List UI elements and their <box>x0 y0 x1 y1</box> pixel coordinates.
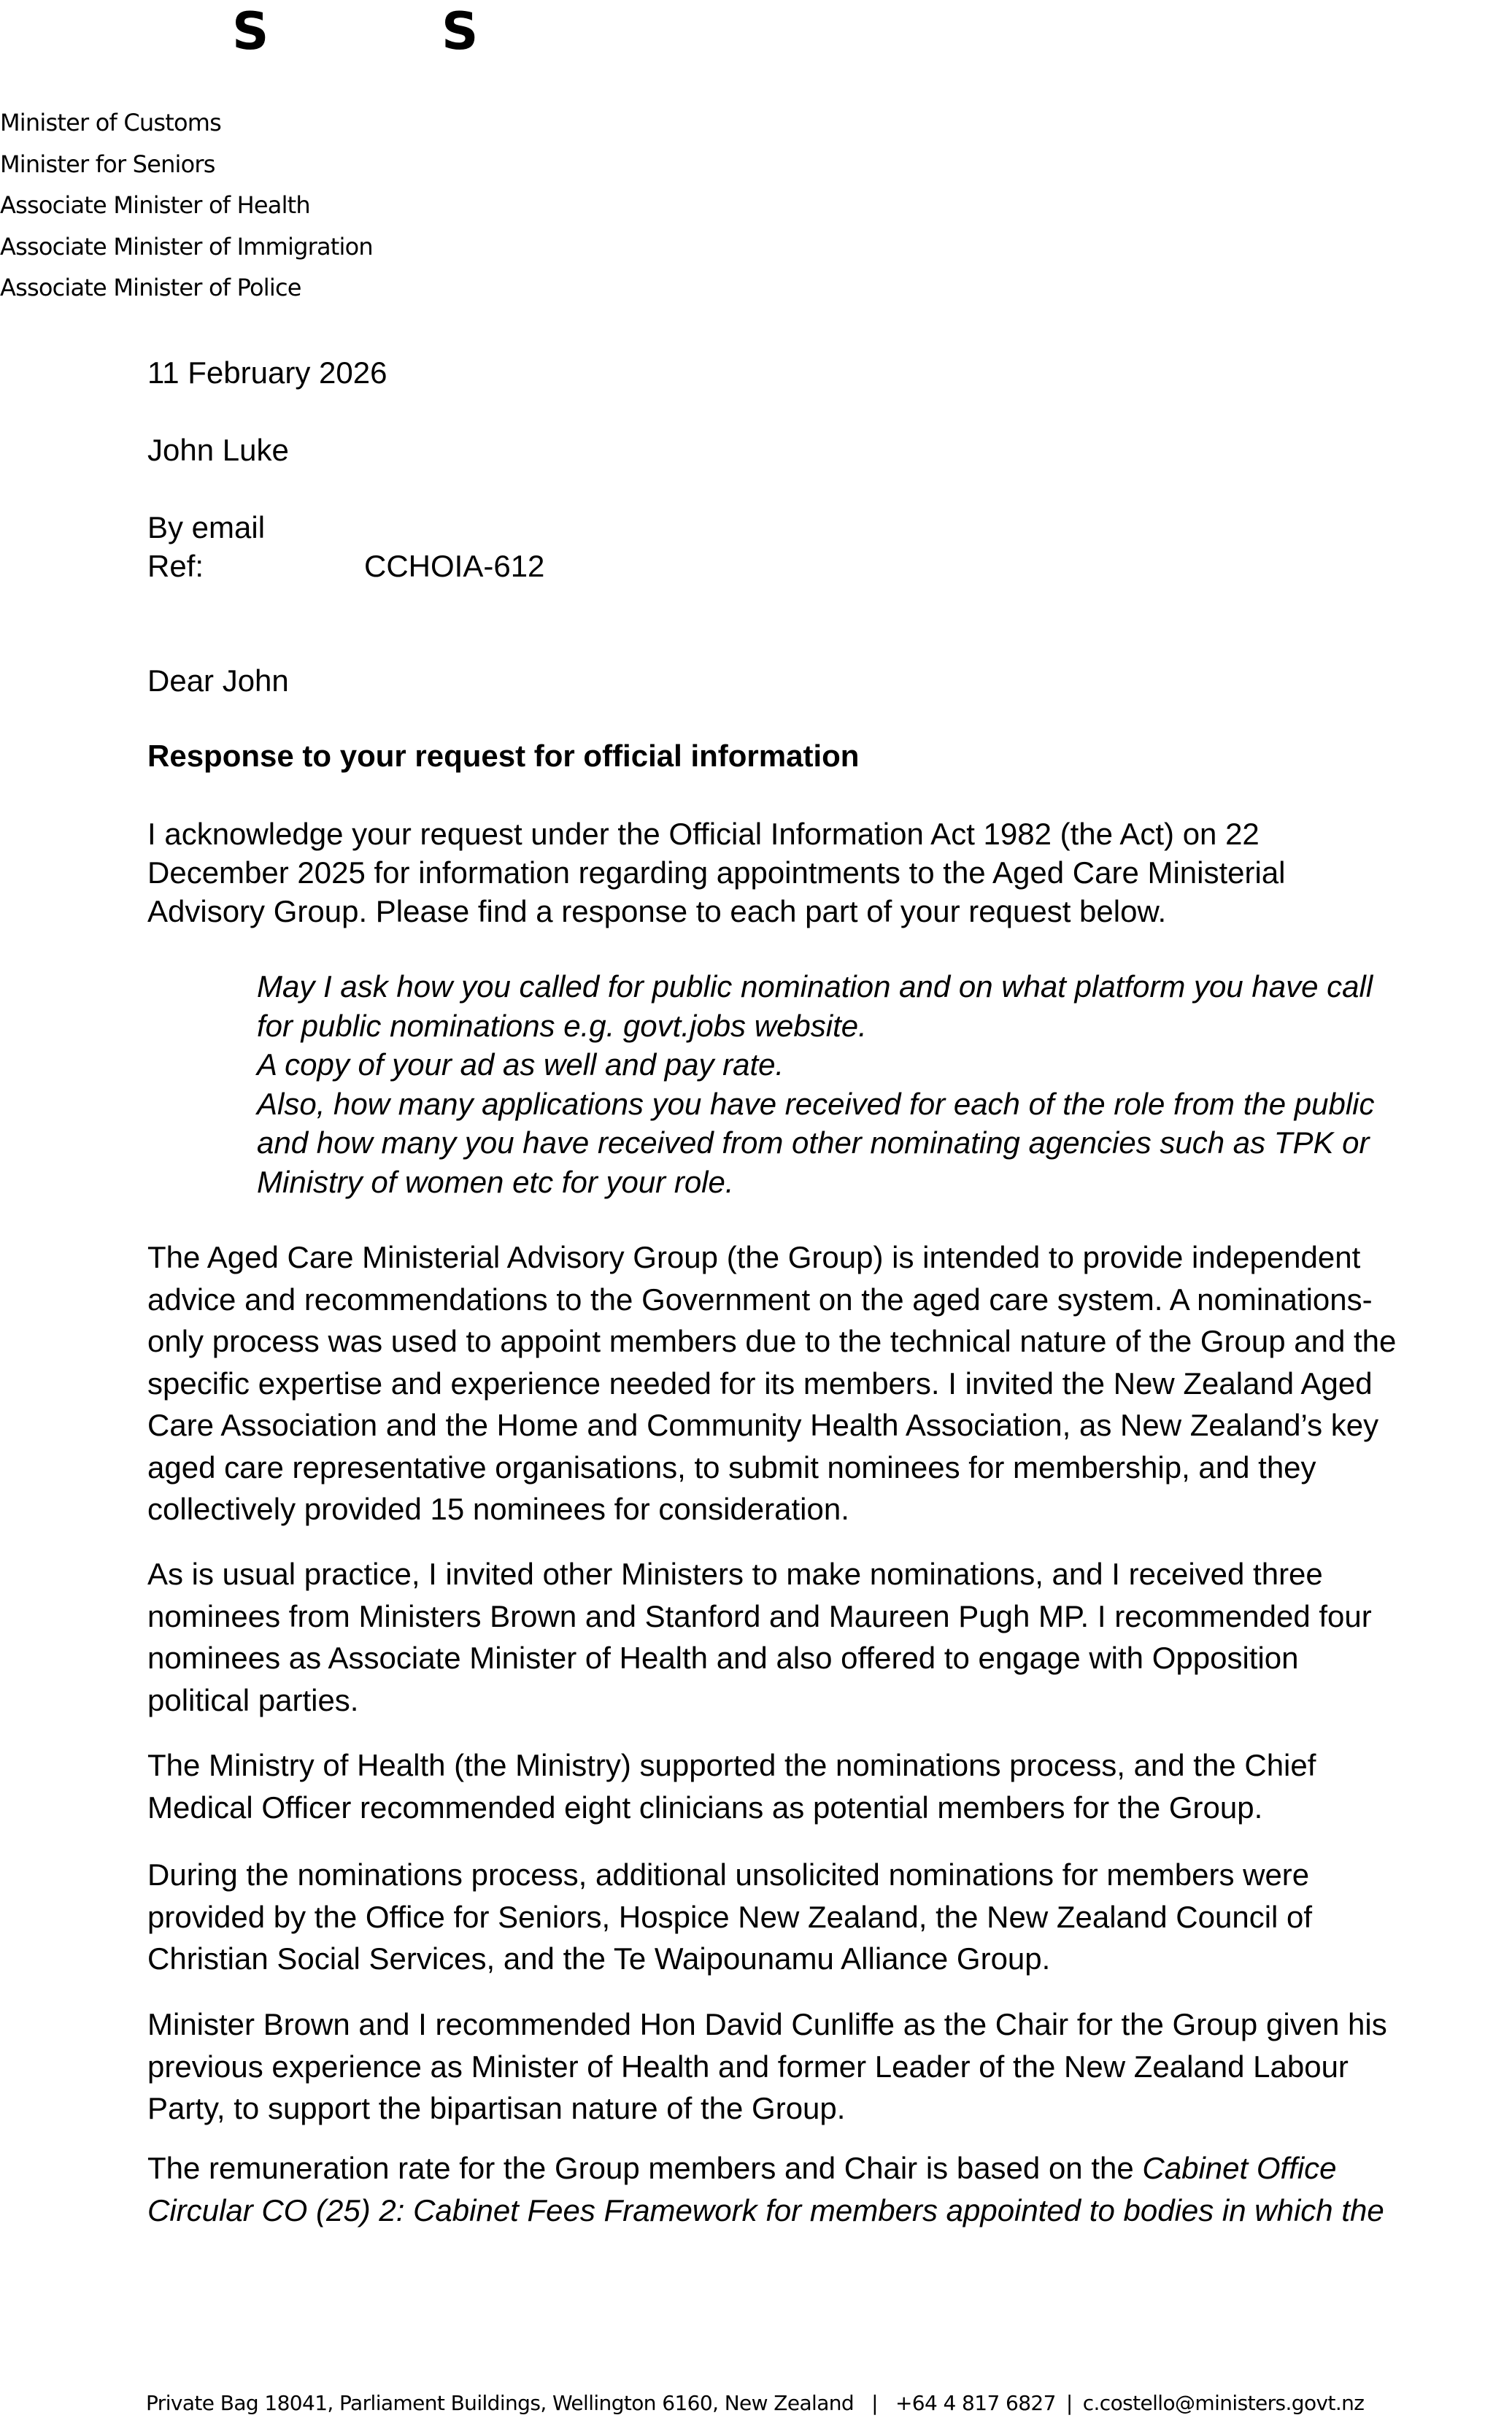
footer-separator: | <box>1065 2391 1073 2415</box>
logo-glyph: S <box>441 1 479 61</box>
portfolio-item: Associate Minister of Health <box>0 191 310 219</box>
text-line: During the nominations process, additional unsolicited nominations for members were <box>147 1857 1310 1892</box>
portfolio-item: Minister for Seniors <box>0 150 215 178</box>
intro-paragraph <box>147 815 1286 931</box>
text-line: only process was used to appoint members due to the technical nature of the Group and the <box>147 1324 1397 1358</box>
quote-line: A copy of your ad as well and pay rate. <box>257 1047 784 1082</box>
paragraph-group-purpose <box>147 1236 1396 1530</box>
circular-title: Circular CO (25) 2: Cabinet Fees Framework for members appointed to bodies in which the <box>147 2192 1384 2227</box>
quote-line: Also, how many applications you have received for each of the role from the public <box>257 1086 1375 1121</box>
paragraph-unsolicited-nominations <box>147 1854 1312 1980</box>
footer-phone: +64 4 817 6827 <box>895 2391 1056 2415</box>
quote-line: and how many you have received from other nominating agencies such as TPK or <box>257 1125 1370 1160</box>
text-line: specific expertise and experience needed for its members. I invited the New Zealand Aged <box>147 1366 1373 1401</box>
quote-line: May I ask how you called for public nomination and on what platform you have call <box>257 969 1373 1004</box>
paragraph-remuneration <box>147 2147 1384 2231</box>
recipient-name: John Luke <box>147 433 289 467</box>
ref-value: CCHOIA-612 <box>364 549 545 583</box>
portfolio-item: Associate Minister of Immigration <box>0 232 373 261</box>
text-line <box>147 2190 1384 2232</box>
portfolio-item: Minister of Customs <box>0 109 221 136</box>
text-run: The remuneration rate for the Group members and Chair is based on the <box>147 2151 1143 2185</box>
text-line: nominees from Ministers Brown and Stanford and Maureen Pugh MP. I recommended four <box>147 1598 1372 1633</box>
text-line: Care Association and the Home and Community Health Association, as New Zealand’s key <box>147 1408 1379 1442</box>
paragraph-chair <box>147 2003 1387 2130</box>
text-line: political parties. <box>147 1682 359 1717</box>
text-line: Christian Social Services, and the Te Waipounamu Alliance Group. <box>147 1941 1051 1976</box>
footer-email[interactable]: c.costello@ministers.govt.nz <box>1082 2391 1365 2415</box>
text-line: I acknowledge your request under the Official Information Act 1982 (the Act) on 22 <box>147 817 1260 851</box>
text-line: Party, to support the bipartisan nature of the Group. <box>147 2091 846 2125</box>
text-line: Minister Brown and I recommended Hon David Cunliffe as the Chair for the Group given his <box>147 2007 1387 2041</box>
circular-title: Cabinet Office <box>1142 2151 1337 2185</box>
delivery-method: By email <box>147 510 266 544</box>
paragraph-minister-nominations <box>147 1553 1372 1721</box>
ref-label: Ref: <box>147 549 204 583</box>
text-line: previous experience as Minister of Health and former Leader of the New Zealand Labour <box>147 2049 1349 2084</box>
salutation: Dear John <box>147 663 289 698</box>
text-line: The Ministry of Health (the Ministry) supported the nominations process, and the Chief <box>147 1748 1316 1782</box>
text-line: December 2025 for information regarding appointments to the Aged Care Ministerial <box>147 855 1286 890</box>
footer-address: Private Bag 18041, Parliament Buildings, Wellington 6160, New Zealand <box>146 2391 855 2415</box>
text-line: provided by the Office for Seniors, Hospice New Zealand, the New Zealand Council of <box>147 1899 1313 1934</box>
quote-line: for public nominations e.g. govt.jobs website. <box>257 1008 867 1043</box>
footer-separator: | <box>871 2391 878 2415</box>
text-line <box>147 2147 1384 2190</box>
text-line: Medical Officer recommended eight clinicians as potential members for the Group. <box>147 1790 1263 1825</box>
logo-glyph: S <box>232 1 269 61</box>
paragraph-ministry-support <box>147 1744 1316 1828</box>
quote-line: Ministry of women etc for your role. <box>257 1164 734 1199</box>
text-line: Advisory Group. Please find a response to each part of your request below. <box>147 894 1167 928</box>
portfolio-item: Associate Minister of Police <box>0 274 301 301</box>
letter-heading: Response to your request for official information <box>147 739 860 773</box>
minister-portfolio-list <box>0 102 373 309</box>
text-line: advice and recommendations to the Government on the aged care system. A nominations- <box>147 1282 1373 1317</box>
request-quote <box>257 967 1497 1201</box>
text-line: nominees as Associate Minister of Health and also offered to engage with Opposition <box>147 1641 1299 1675</box>
text-line: collectively provided 15 nominees for consideration. <box>147 1492 849 1526</box>
text-line: The Aged Care Ministerial Advisory Group (the Group) is intended to provide independent <box>147 1240 1361 1274</box>
text-line: As is usual practice, I invited other Ministers to make nominations, and I received three <box>147 1557 1323 1591</box>
text-line: aged care representative organisations, to submit nominees for membership, and they <box>147 1449 1316 1485</box>
letter-date: 11 February 2026 <box>147 355 387 390</box>
letter-footer <box>146 2391 1364 2415</box>
